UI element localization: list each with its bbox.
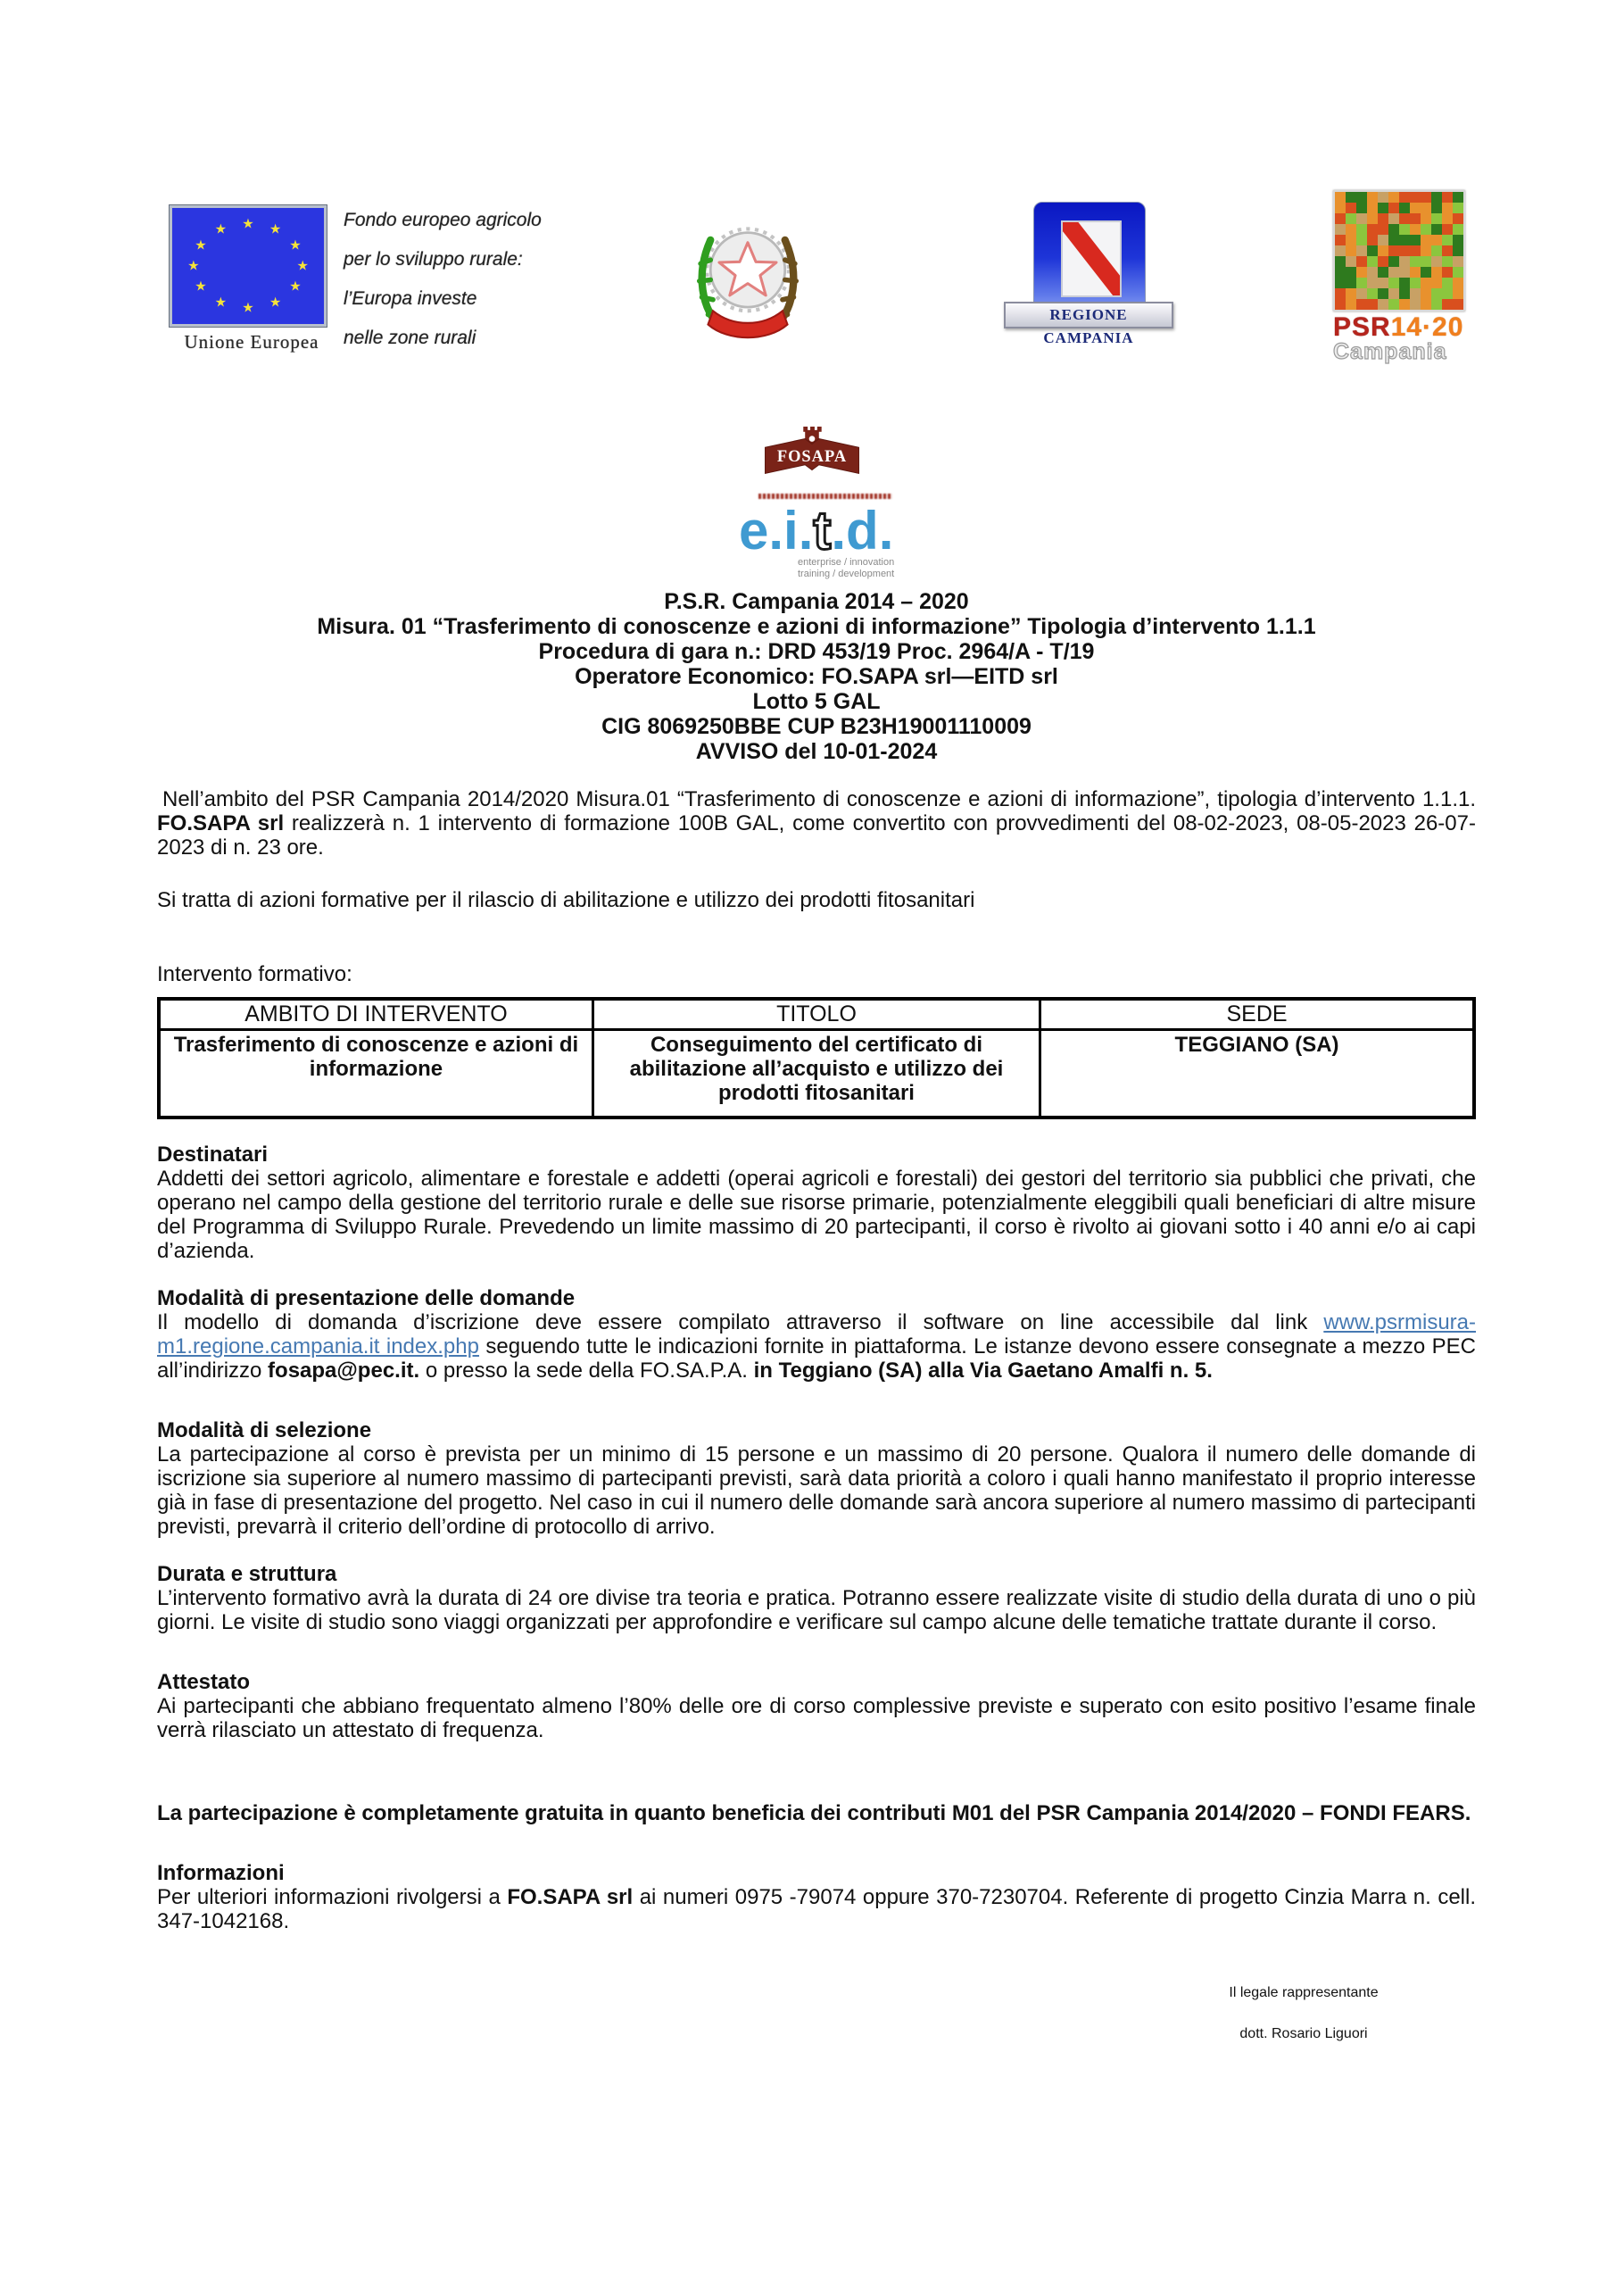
cell-ambito: Trasferimento di conoscenze e azioni di informazione: [159, 1030, 592, 1118]
psr-mosaic-icon: [1333, 190, 1465, 312]
eu-fund-line: nelle zone rurali: [344, 328, 476, 348]
eu-fund-line: Fondo europeo agricolo: [344, 210, 542, 230]
text-run: Nell’ambito del PSR Campania 2014/2020 Misura.01 “Trasferimento di conoscenze e azioni di informazione”, tipologia d’intervento 1.1.1.: [162, 787, 1476, 811]
destinatari-heading: Destinatari: [157, 1142, 269, 1167]
title-line: P.S.R. Campania 2014 – 2020: [664, 589, 969, 614]
fosapa-book-icon: [759, 425, 865, 487]
eitd-subtext-line: enterprise / innovation: [798, 557, 895, 568]
table-row: [159, 1030, 1474, 1118]
title-block: [157, 589, 1476, 764]
eu-feasr-logo: [170, 201, 562, 353]
cell-titolo: Conseguimento del certificato di abilitazione all’acquisto e utilizzo dei prodotti fitosanitari: [592, 1030, 1040, 1118]
regione-campania-logo: [1004, 202, 1173, 346]
attestato-heading: Attestato: [157, 1670, 251, 1694]
eu-fund-line: l’Europa investe: [344, 288, 477, 309]
selezione-heading: Modalità di selezione: [157, 1418, 372, 1442]
attestato-paragraph: Ai partecipanti che abbiano frequentato almeno l’80% delle ore di corso complessive previste e superato con esito positivo l’esame finale verrà rilasciato un attestato di frequenza.: [157, 1694, 1476, 1742]
title-line: Lotto 5 GAL: [752, 689, 881, 714]
text-run: Il modello di domanda d’iscrizione deve essere compilato attraverso il software on line accessibile dal link: [157, 1310, 1324, 1334]
text-run: ai numeri 0975 -79074 oppure 370-7230704. Referente di progetto Cinzia Marra n. cell. 347-1042168.: [157, 1885, 1477, 1933]
fosapa-bold-run: FO.SAPA srl: [157, 811, 285, 835]
eitd-subtext: [798, 557, 899, 580]
table-header-row: [159, 999, 1474, 1030]
text-run: o presso la sede della FO.SA.P.A.: [419, 1359, 754, 1383]
title-line: Operatore Economico: FO.SAPA srl—EITD srl: [575, 664, 1058, 689]
document-content: [157, 589, 1476, 2042]
psr-1420-logo: [1333, 190, 1467, 364]
intro-paragraph: [157, 787, 1476, 860]
signature-role: Il legale rappresentante: [1229, 1985, 1379, 2000]
eu-flag-icon: ★ ★ ★ ★ ★ ★ ★ ★ ★ ★ ★ ★: [170, 205, 327, 327]
eitd-e: e.i.: [739, 501, 814, 561]
destinatari-paragraph: Addetti dei settori agricolo, alimentare e forestale e addetti (operai agricoli e forestali) dei gestori del territorio sia pubblici che privati, che operano nel campo della gestione del territorio rurale e delle sue risorse primarie, potenzialmente eleggibili quali beneficiari di altre misure del Programma di Sviluppo Rurale. Prevedendo un limite massimo di 20 partecipanti, il corso è rivolto ai giovani sotto i 40 anni e/o ai capi d’azienda.: [157, 1167, 1476, 1263]
signature-name: dott. Rosario Liguori: [1239, 2026, 1368, 2041]
eitd-subtext-line: training / development: [798, 569, 895, 579]
azioni-line: Si tratta di azioni formative per il rilascio di abilitazione e utilizzo dei prodotti fitosanitari: [157, 888, 975, 912]
eu-fund-text: [344, 201, 562, 358]
informazioni-paragraph: [157, 1885, 1476, 1933]
col-ambito-header: AMBITO DI INTERVENTO: [159, 999, 592, 1030]
durata-paragraph: L’intervento formativo avrà la durata di 24 ore divise tra teoria e pratica. Potranno essere realizzate visite di studio della durata di uno o più giorni. Le visite di studio sono viaggi organizzati per approfondire e verificare sul campo alcune delle tematiche trattate durante il corso.: [157, 1586, 1476, 1634]
campania-arms-icon: [1061, 220, 1122, 297]
col-sede-header: SEDE: [1040, 999, 1474, 1030]
psr-portal-link[interactable]: www.psrmisura-m1.regione.campania.it index.php: [157, 1310, 1476, 1359]
psr-text: PSR: [1333, 312, 1391, 342]
psr-campania-text: Campania: [1333, 339, 1447, 364]
gratuita-paragraph: La partecipazione è completamente gratuita in quanto beneficia dei contributi M01 del PSR Campania 2014/2020 – FONDI FEARS.: [157, 1801, 1471, 1825]
eitd-t: t: [813, 501, 832, 561]
intervento-table: [157, 997, 1476, 1119]
fosapa-subtext-illegible: [758, 494, 892, 499]
sede-address-bold: in Teggiano (SA) alla Via Gaetano Amalfi n. 5.: [753, 1359, 1213, 1383]
regione-label: REGIONE CAMPANIA: [1004, 302, 1173, 328]
fosapa-logo: [758, 425, 866, 502]
eitd-d: .d.: [831, 501, 894, 561]
title-line: Procedura di gara n.: DRD 453/19 Proc. 2964/A - T/19: [538, 639, 1095, 664]
text-run: Per ulteriori informazioni rivolgersi a: [157, 1885, 508, 1909]
eitd-logo: [739, 501, 899, 580]
cell-sede: TEGGIANO (SA): [1040, 1030, 1474, 1118]
pec-address-bold: fosapa@pec.it.: [268, 1359, 420, 1383]
eu-fund-line: per lo sviluppo rurale:: [344, 249, 523, 270]
intervento-label: Intervento formativo:: [157, 962, 352, 986]
fosapa-bold-run: FO.SAPA srl: [507, 1885, 634, 1909]
informazioni-heading: Informazioni: [157, 1861, 285, 1885]
text-run: realizzerà n. 1 intervento di formazione 100B GAL, come convertito con provvedimenti del 08-02-2023, 08-05-2023 26-07-2023 di n. 23 ore.: [157, 811, 1476, 860]
text-run: seguendo tutte le indicazioni fornite in piattaforma. Le istanze devono essere consegnate a mezzo PEC all’indirizzo: [157, 1334, 1476, 1383]
title-line: AVVISO del 10-01-2024: [695, 739, 938, 764]
eitd-wordmark: [739, 501, 899, 561]
svg-text:FOSAPA: FOSAPA: [776, 446, 848, 465]
signature-block: [1165, 1985, 1442, 2042]
psr-wordmark: [1333, 314, 1467, 341]
italy-emblem-icon: [685, 205, 810, 348]
psr-years: 14·20: [1390, 312, 1464, 342]
durata-heading: Durata e struttura: [157, 1562, 337, 1586]
selezione-paragraph: La partecipazione al corso è prevista per un minimo di 15 persone e un massimo di 20 persone. Qualora il numero delle domande di iscrizione sia superiore al numero massimo di partecipanti previsti, sarà data priorità a coloro i quali hanno manifestato il proprio interesse già in fase di presentazione del progetto. Nel caso in cui il numero delle domande sarà ancora superiore al numero massimo di partecipanti previsti, prevarrà il criterio dell’ordine di protocollo di arrivo.: [157, 1442, 1476, 1539]
title-line: CIG 8069250BBE CUP B23H19001110009: [601, 714, 1032, 739]
eu-caption: Unione Europea: [184, 331, 319, 353]
col-titolo-header: TITOLO: [592, 999, 1040, 1030]
title-line: Misura. 01 “Trasferimento di conoscenze e azioni di informazione” Tipologia d’intervento 1.1.1: [317, 614, 1316, 639]
presentazione-heading: Modalità di presentazione delle domande: [157, 1286, 576, 1310]
presentazione-paragraph: [157, 1310, 1476, 1383]
